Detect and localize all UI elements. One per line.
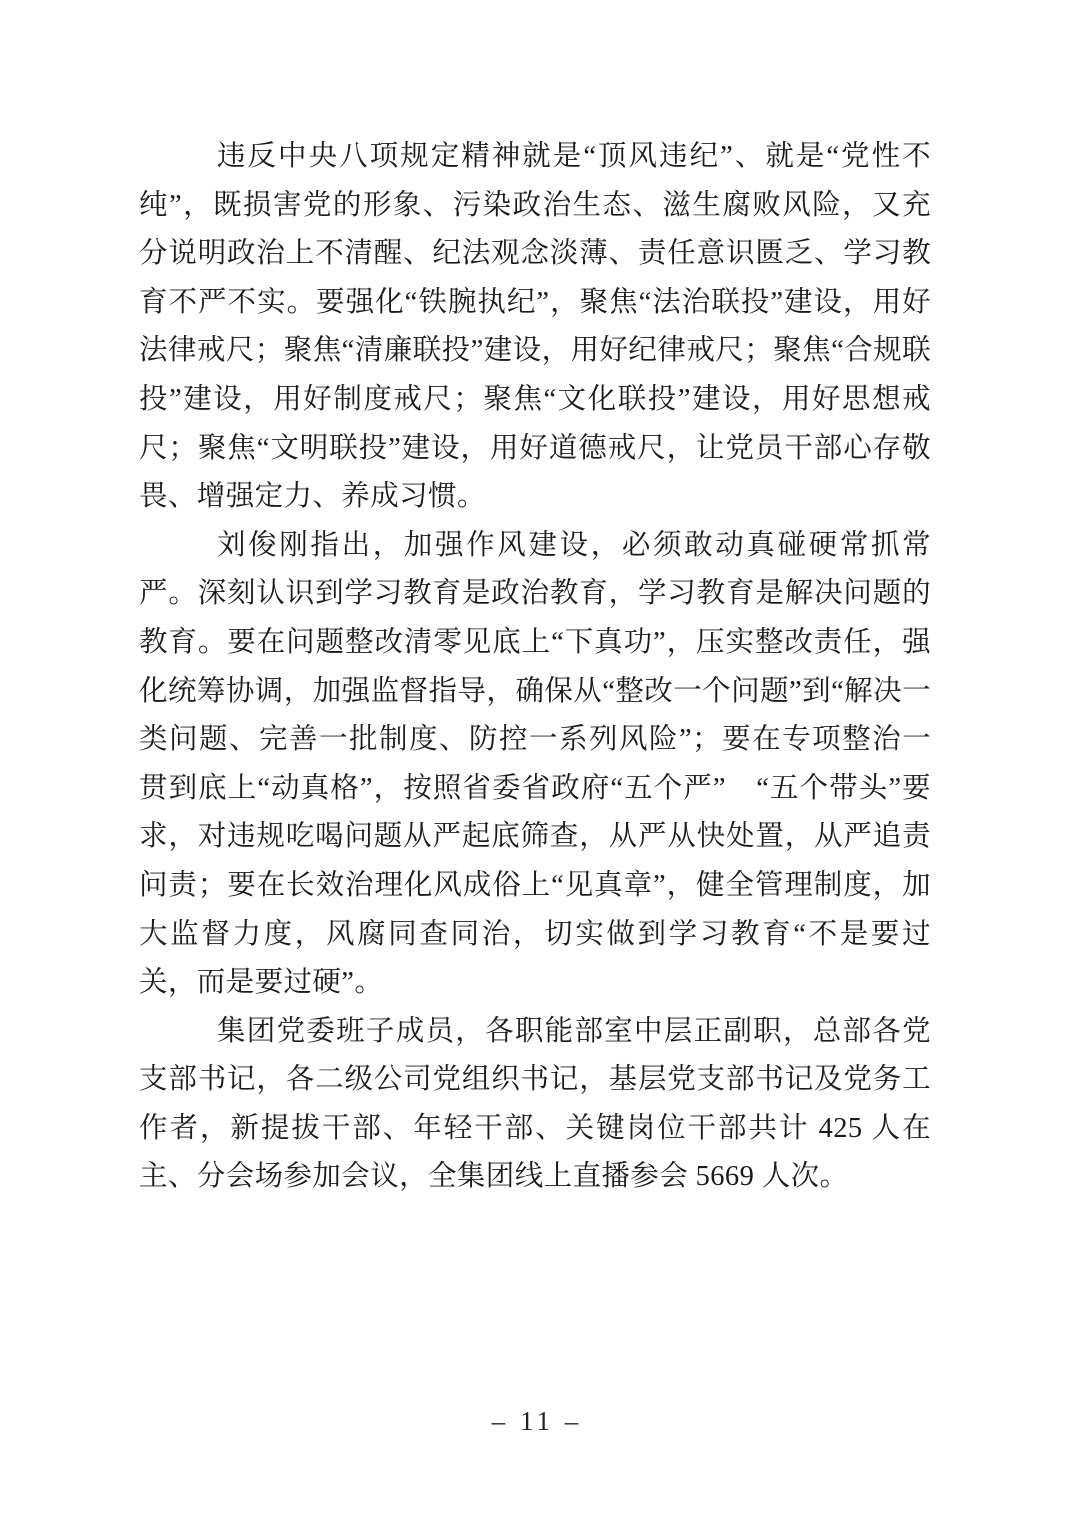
page-number: – 11 – — [491, 1406, 583, 1436]
paragraph-liu-jungang-remarks: 刘俊刚指出，加强作风建设，必须敢动真碰硬常抓常严。深刻认识到学习教育是政治教育，学习教育是解决问题的教育。要在问题整改清零见底上“下真功”，压实整改责任，强化统筹协调，加强监督指导，确保从“整改一个问题”到“解决一类问题、完善一批制度、防控一系列风险”；要在专项整治一贯到底上“动真格”，按照省委省政府“五个严” “五个带头”要求，对违规吃喝问题从严起底筛查，从严从快处置，从严追责问责；要在长效治理化风成俗上“见真章”，健全管理制度，加大监督力度，风腐同查同治，切实做到学习教育“不是要过关，而是要过硬”。 — [139, 529, 931, 999]
paragraph-violations: 违反中央八项规定精神就是“顶风违纪”、就是“党性不纯”，既损害党的形象、污染政治生态、滋生腐败风险，又充分说明政治上不清醒、纪法观念淡薄、责任意识匮乏、学习教育不严不实。要强化“铁腕执纪”，聚焦“法治联投”建设，用好法律戒尺；聚焦“清廉联投”建设，用好纪律戒尺；聚焦“合规联投”建设，用好制度戒尺；聚焦“文化联投”建设，用好思想戒尺；聚焦“文明联投”建设，用好道德戒尺，让党员干部心存敬畏、增强定力、养成习惯。 — [139, 141, 931, 513]
paragraph-attendance: 集团党委班子成员，各职能部室中层正副职，总部各党支部书记，各二级公司党组织书记，基层党支部书记及党务工作者，新提拔干部、年轻干部、关键岗位干部共计 425 人在主、分会场参加会议，全集团线上直播参会 5669 人次。 — [139, 1015, 931, 1193]
document-body — [139, 133, 931, 1202]
